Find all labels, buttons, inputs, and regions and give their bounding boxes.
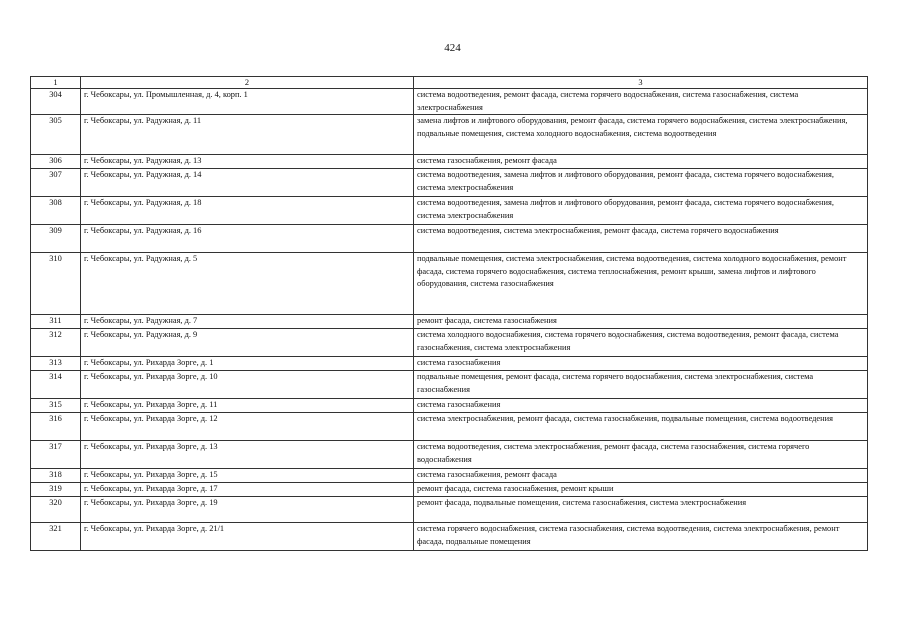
row-address-cell xyxy=(81,357,414,371)
row-works: система водоотведения, система электроснабжения, ремонт фасада, система горячего водоснабжения xyxy=(417,226,779,236)
row-works-cell xyxy=(414,315,868,329)
row-address-cell xyxy=(81,253,414,315)
row-number-cell xyxy=(31,225,81,253)
table-row xyxy=(31,253,868,315)
row-number: 313 xyxy=(49,358,62,368)
page-number: 424 xyxy=(444,42,461,54)
row-number: 309 xyxy=(49,226,62,236)
table-row xyxy=(31,115,868,155)
table-row xyxy=(31,497,868,523)
table-row xyxy=(31,89,868,115)
row-address: г. Чебоксары, ул. Рихарда Зорге, д. 11 xyxy=(84,400,218,410)
row-address-cell xyxy=(81,483,414,497)
row-address: г. Чебоксары, ул. Рихарда Зорге, д. 17 xyxy=(84,484,218,494)
table-row xyxy=(31,399,868,413)
row-number: 314 xyxy=(49,372,62,382)
row-works: ремонт фасада, подвальные помещения, система газоснабжения, система электроснабжения xyxy=(417,498,747,508)
row-address: г. Чебоксары, ул. Радужная, д. 14 xyxy=(84,170,202,180)
row-address: г. Чебоксары, ул. Рихарда Зорге, д. 1 xyxy=(84,358,214,368)
row-number-cell xyxy=(31,89,81,115)
row-address: г. Чебоксары, ул. Промышленная, д. 4, корп. 1 xyxy=(84,90,248,99)
row-address-cell xyxy=(81,169,414,197)
row-works-cell xyxy=(414,253,868,315)
row-address-cell xyxy=(81,523,414,551)
row-address: г. Чебоксары, ул. Рихарда Зорге, д. 12 xyxy=(84,414,218,424)
table-row xyxy=(31,197,868,225)
row-number: 305 xyxy=(49,116,62,126)
row-address-cell xyxy=(81,441,414,469)
row-works: система водоотведения, ремонт фасада, система горячего водоснабжения, система газоснабжения, система электроснабжения xyxy=(417,90,799,112)
row-address-cell xyxy=(81,329,414,357)
row-works-cell xyxy=(414,155,868,169)
row-address: г. Чебоксары, ул. Рихарда Зорге, д. 15 xyxy=(84,470,218,480)
row-address-cell xyxy=(81,89,414,115)
row-number: 318 xyxy=(49,470,62,480)
row-number-cell xyxy=(31,483,81,497)
row-works: система водоотведения, замена лифтов и лифтового оборудования, ремонт фасада, система горячего водоснабжения, система электроснабжения xyxy=(417,170,834,192)
row-works-cell xyxy=(414,413,868,441)
row-address: г. Чебоксары, ул. Рихарда Зорге, д. 10 xyxy=(84,372,218,382)
row-address: г. Чебоксары, ул. Рихарда Зорге, д. 19 xyxy=(84,498,218,508)
row-works: система газоснабжения xyxy=(417,400,501,410)
row-works-cell xyxy=(414,469,868,483)
row-works-cell xyxy=(414,399,868,413)
row-address: г. Чебоксары, ул. Радужная, д. 11 xyxy=(84,116,202,126)
table-row xyxy=(31,357,868,371)
row-number-cell xyxy=(31,329,81,357)
row-works: система водоотведения, замена лифтов и лифтового оборудования, ремонт фасада, система горячего водоснабжения, система электроснабжения xyxy=(417,198,834,220)
column-header-2: 2 xyxy=(81,77,414,89)
table-row xyxy=(31,441,868,469)
row-number: 315 xyxy=(49,400,62,410)
row-address-cell xyxy=(81,115,414,155)
row-works: ремонт фасада, система газоснабжения, ремонт крыши xyxy=(417,484,614,494)
row-address-cell xyxy=(81,413,414,441)
row-works-cell xyxy=(414,523,868,551)
row-works: подвальные помещения, система электроснабжения, система водоотведения, система холодного водоснабжения, ремонт фасада, система горячего водоснабжения, система теплоснабжения, ремонт крыши, замена лифтов и лифтового оборудования, система газоснабжения xyxy=(417,254,847,289)
row-address: г. Чебоксары, ул. Радужная, д. 18 xyxy=(84,198,202,208)
row-works-cell xyxy=(414,115,868,155)
row-address-cell xyxy=(81,469,414,483)
row-number: 316 xyxy=(49,414,62,424)
row-works-cell xyxy=(414,441,868,469)
row-address-cell xyxy=(81,197,414,225)
row-address: г. Чебоксары, ул. Рихарда Зорге, д. 13 xyxy=(84,442,218,452)
row-number: 304 xyxy=(49,90,62,99)
row-works: система водоотведения, система электроснабжения, ремонт фасада, система газоснабжения, система горячего водоснабжения xyxy=(417,442,810,464)
row-works-cell xyxy=(414,329,868,357)
row-address-cell xyxy=(81,155,414,169)
row-address: г. Чебоксары, ул. Радужная, д. 16 xyxy=(84,226,202,236)
row-works: замена лифтов и лифтового оборудования, ремонт фасада, система горячего водоснабжения, система электроснабжения, подвальные помещения, система холодного водоснабжения, система водоотведения xyxy=(417,116,848,138)
row-number: 307 xyxy=(49,170,62,180)
row-number: 320 xyxy=(49,498,62,508)
row-works-cell xyxy=(414,371,868,399)
table-row xyxy=(31,483,868,497)
row-number-cell xyxy=(31,497,81,523)
row-number-cell xyxy=(31,413,81,441)
row-address: г. Чебоксары, ул. Радужная, д. 7 xyxy=(84,316,198,326)
row-number: 306 xyxy=(49,156,62,166)
column-header-1: 1 xyxy=(31,77,81,89)
table-row xyxy=(31,329,868,357)
table-row xyxy=(31,371,868,399)
table-row xyxy=(31,413,868,441)
row-works: ремонт фасада, система газоснабжения xyxy=(417,316,557,326)
row-address-cell xyxy=(81,371,414,399)
table-row xyxy=(31,315,868,329)
row-number-cell xyxy=(31,523,81,551)
row-works: система газоснабжения, ремонт фасада xyxy=(417,470,557,480)
row-number: 319 xyxy=(49,484,62,494)
works-table xyxy=(30,76,868,551)
row-address-cell xyxy=(81,399,414,413)
row-number-cell xyxy=(31,253,81,315)
row-number: 321 xyxy=(49,524,62,534)
row-address-cell xyxy=(81,225,414,253)
row-number: 308 xyxy=(49,198,62,208)
row-works-cell xyxy=(414,89,868,115)
row-number: 317 xyxy=(49,442,62,452)
row-works: система газоснабжения xyxy=(417,358,501,368)
table-row xyxy=(31,523,868,551)
row-number-cell xyxy=(31,399,81,413)
row-number-cell xyxy=(31,169,81,197)
row-works: система электроснабжения, ремонт фасада, система газоснабжения, подвальные помещения, система водоотведения xyxy=(417,414,833,424)
row-works-cell xyxy=(414,169,868,197)
row-number-cell xyxy=(31,155,81,169)
row-works-cell xyxy=(414,357,868,371)
row-works-cell xyxy=(414,483,868,497)
row-address-cell xyxy=(81,497,414,523)
row-number-cell xyxy=(31,115,81,155)
row-works: подвальные помещения, ремонт фасада, система горячего водоснабжения, система электроснабжения, система газоснабжения xyxy=(417,372,814,394)
column-header-3: 3 xyxy=(414,77,868,89)
table-row xyxy=(31,169,868,197)
row-number: 312 xyxy=(49,330,62,340)
row-address: г. Чебоксары, ул. Радужная, д. 9 xyxy=(84,330,198,340)
row-number: 311 xyxy=(49,316,62,326)
row-number-cell xyxy=(31,357,81,371)
row-works: система холодного водоснабжения, система горячего водоснабжения, система водоотведения, ремонт фасада, система газоснабжения, система электроснабжения xyxy=(417,330,839,352)
table-row xyxy=(31,225,868,253)
table-row xyxy=(31,469,868,483)
row-number-cell xyxy=(31,469,81,483)
table-header-row xyxy=(31,77,868,89)
row-number-cell xyxy=(31,197,81,225)
row-works-cell xyxy=(414,497,868,523)
row-works-cell xyxy=(414,225,868,253)
row-number-cell xyxy=(31,371,81,399)
row-works-cell xyxy=(414,197,868,225)
row-address-cell xyxy=(81,315,414,329)
row-address: г. Чебоксары, ул. Рихарда Зорге, д. 21/1 xyxy=(84,524,225,534)
row-works: система горячего водоснабжения, система газоснабжения, система водоотведения, система электроснабжения, ремонт фасада, подвальные помещения xyxy=(417,524,840,546)
row-works: система газоснабжения, ремонт фасада xyxy=(417,156,557,166)
table-row xyxy=(31,155,868,169)
row-address: г. Чебоксары, ул. Радужная, д. 5 xyxy=(84,254,198,264)
row-number: 310 xyxy=(49,254,62,264)
row-number-cell xyxy=(31,315,81,329)
row-address: г. Чебоксары, ул. Радужная, д. 13 xyxy=(84,156,202,166)
row-number-cell xyxy=(31,441,81,469)
